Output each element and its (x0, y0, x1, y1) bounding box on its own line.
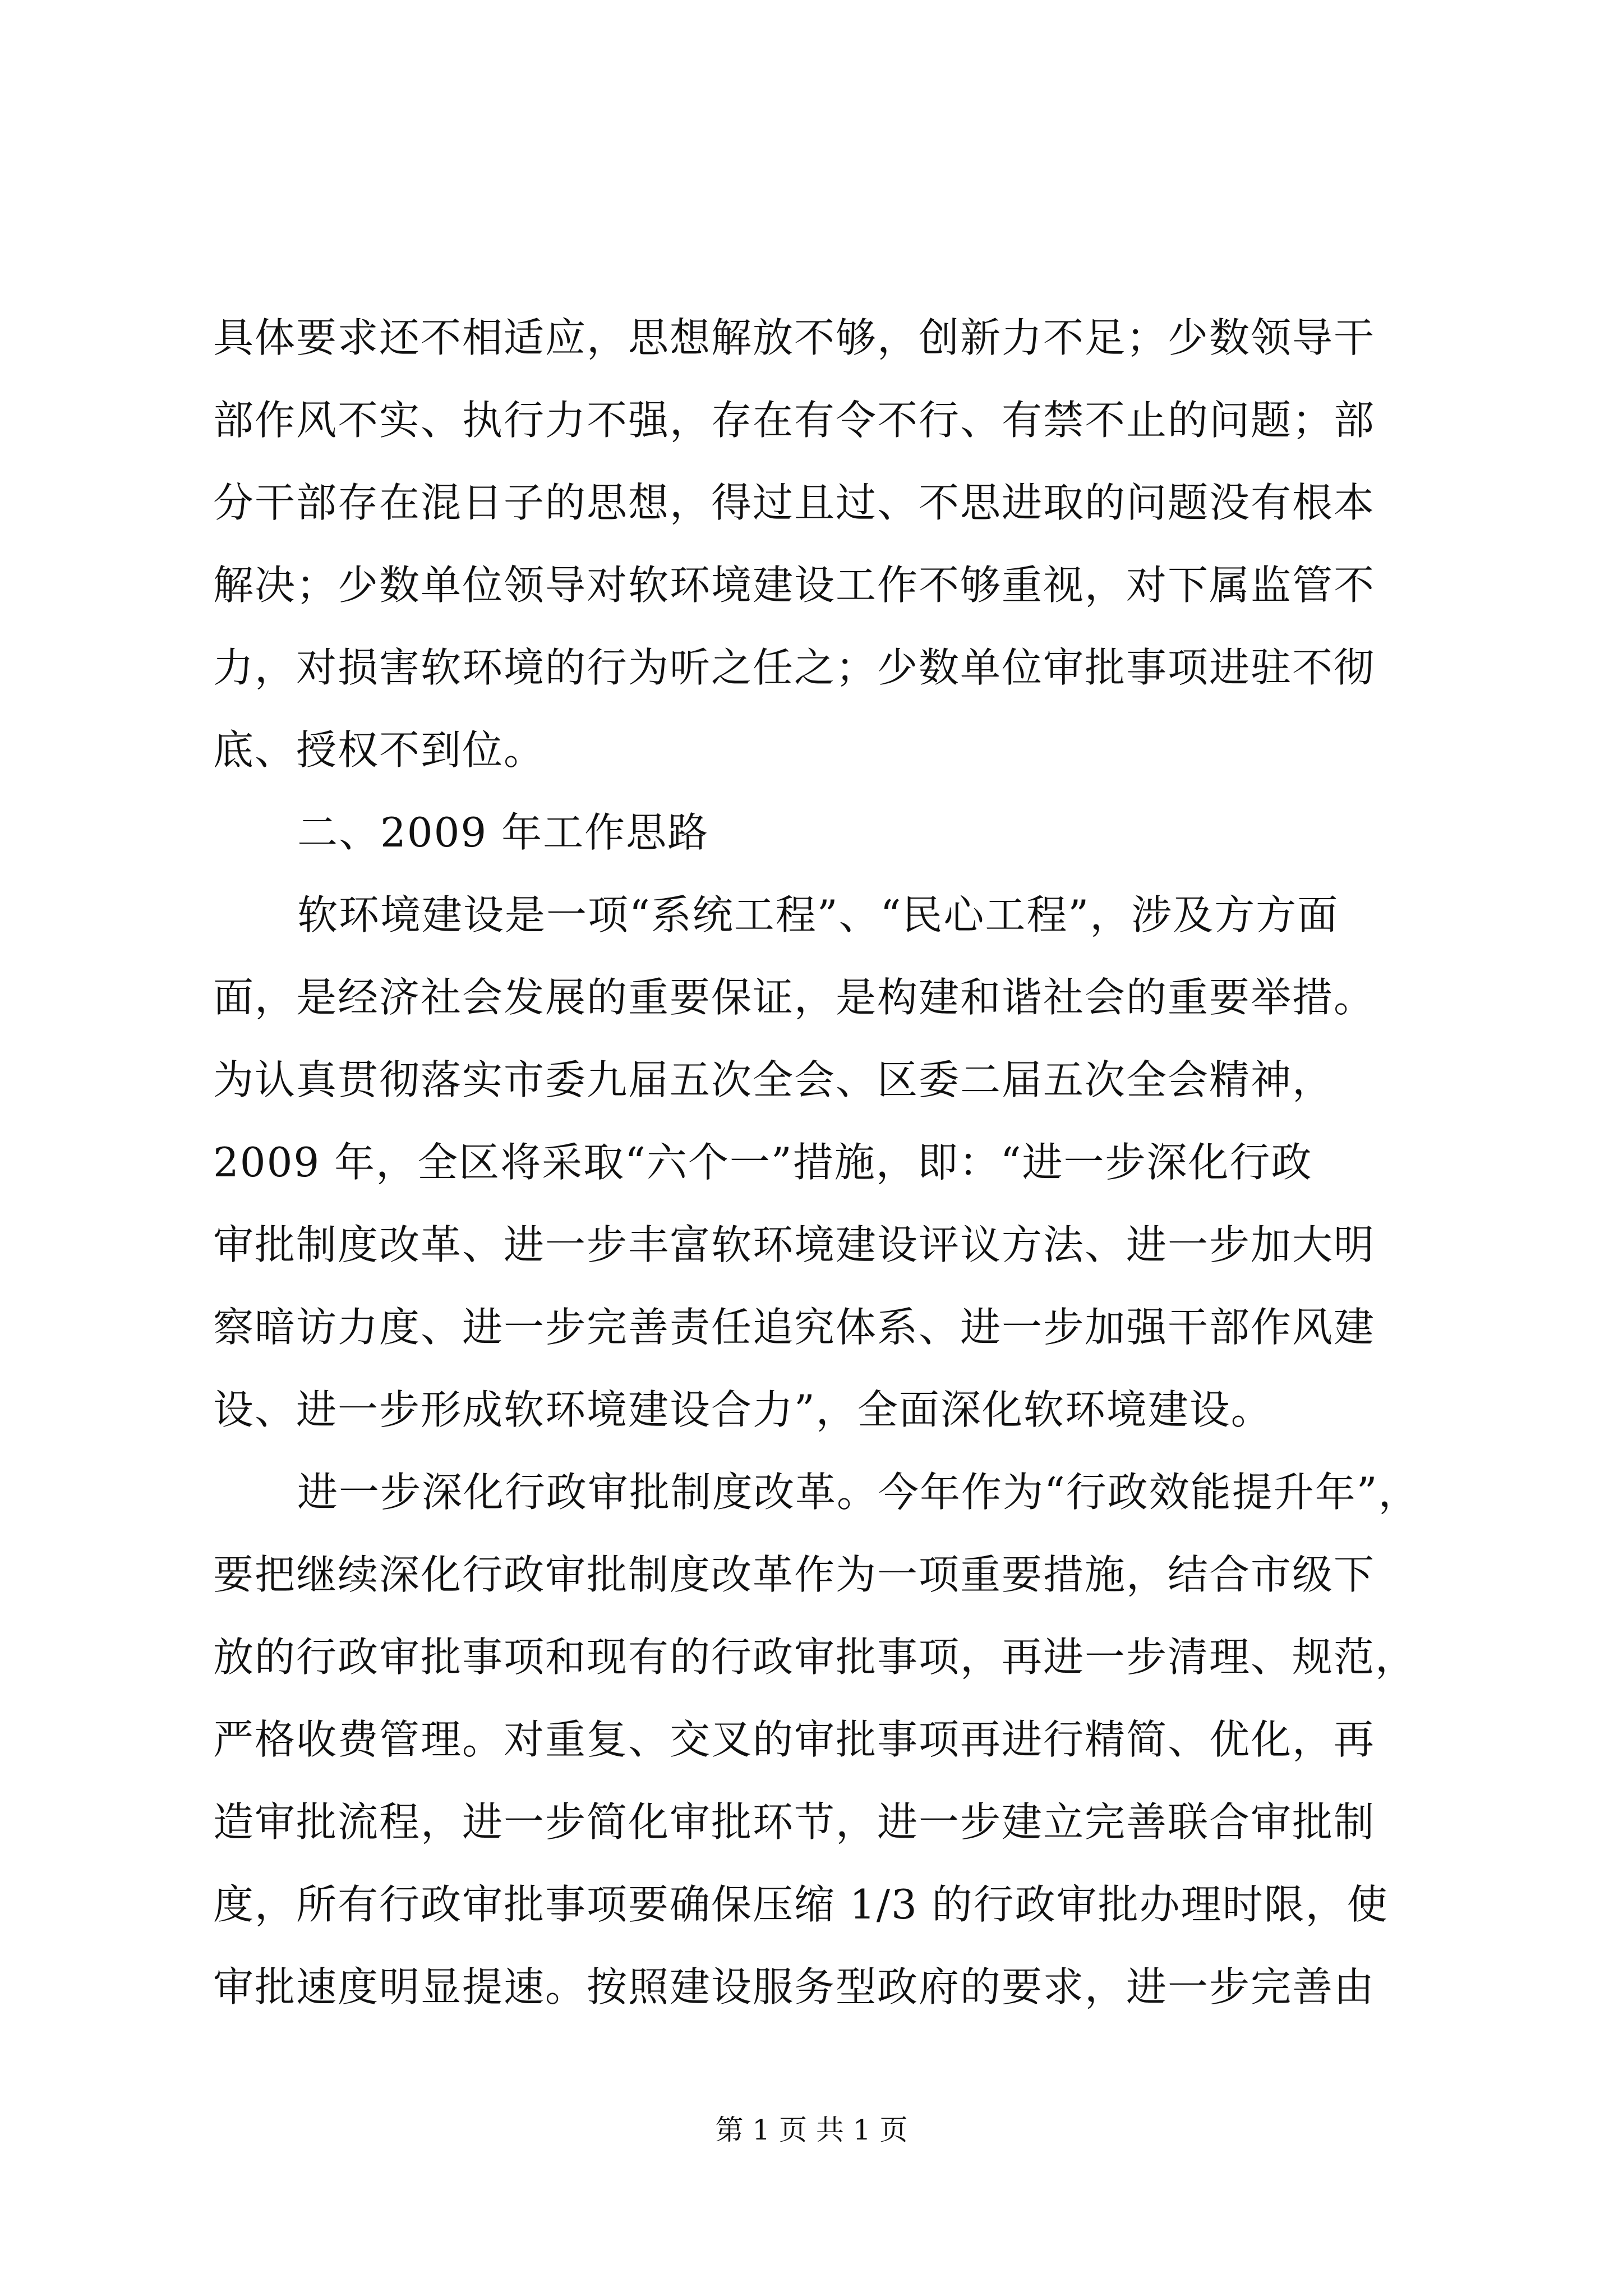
text-line: 2009 年，全区将采取“六个一”措施，即：“进一步深化行政 (213, 1139, 1313, 1186)
text-line: 面，是经济社会发展的重要保证，是构建和谐社会的重要举措。 (213, 974, 1376, 1021)
text-line: 进一步深化行政审批制度改革。今年作为“行政效能提升年”， (297, 1469, 1420, 1516)
text-line: 为认真贯彻落实市委九届五次全会、区委二届五次全会精神， (213, 1056, 1334, 1103)
section-heading: 二、2009 年工作思路 (297, 809, 709, 856)
text-line: 度，所有行政审批事项要确保压缩 1/3 的行政审批办理时限，使 (213, 1881, 1389, 1928)
text-line: 软环境建设是一项“系统工程”、“民心工程”，涉及方方面 (297, 891, 1339, 938)
text-line: 设、进一步形成软环境建设合力”，全面深化软环境建设。 (213, 1386, 1272, 1433)
text-line: 底、授权不到位。 (213, 726, 546, 774)
page-footer: 第 1 页 共 1 页 (715, 2114, 908, 2146)
text-line: 部作风不实、执行力不强，存在有令不行、有禁不止的问题；部 (213, 397, 1376, 444)
text-line: 审批速度明显提速。按照建设服务型政府的要求，进一步完善由 (213, 1963, 1376, 2010)
text-line: 要把继续深化行政审批制度改革作为一项重要措施，结合市级下 (213, 1551, 1376, 1598)
text-line: 具体要求还不相适应，思想解放不够，创新力不足；少数领导干 (213, 314, 1376, 361)
text-line: 审批制度改革、进一步丰富软环境建设评议方法、进一步加大明 (213, 1221, 1376, 1268)
text-line: 解决；少数单位领导对软环境建设工作不够重视，对下属监管不 (213, 562, 1376, 609)
text-line: 分干部存在混日子的思想，得过且过、不思进取的问题没有根本 (213, 479, 1376, 526)
text-line: 严格收费管理。对重复、交叉的审批事项再进行精简、优化，再 (213, 1716, 1376, 1763)
text-line: 力，对损害软环境的行为听之任之；少数单位审批事项进驻不彻 (213, 644, 1376, 691)
text-line: 造审批流程，进一步简化审批环节，进一步建立完善联合审批制 (213, 1798, 1376, 1846)
text-line: 放的行政审批事项和现有的行政审批事项，再进一步清理、规范， (213, 1634, 1417, 1681)
text-line: 察暗访力度、进一步完善责任追究体系、进一步加强干部作风建 (213, 1304, 1376, 1351)
